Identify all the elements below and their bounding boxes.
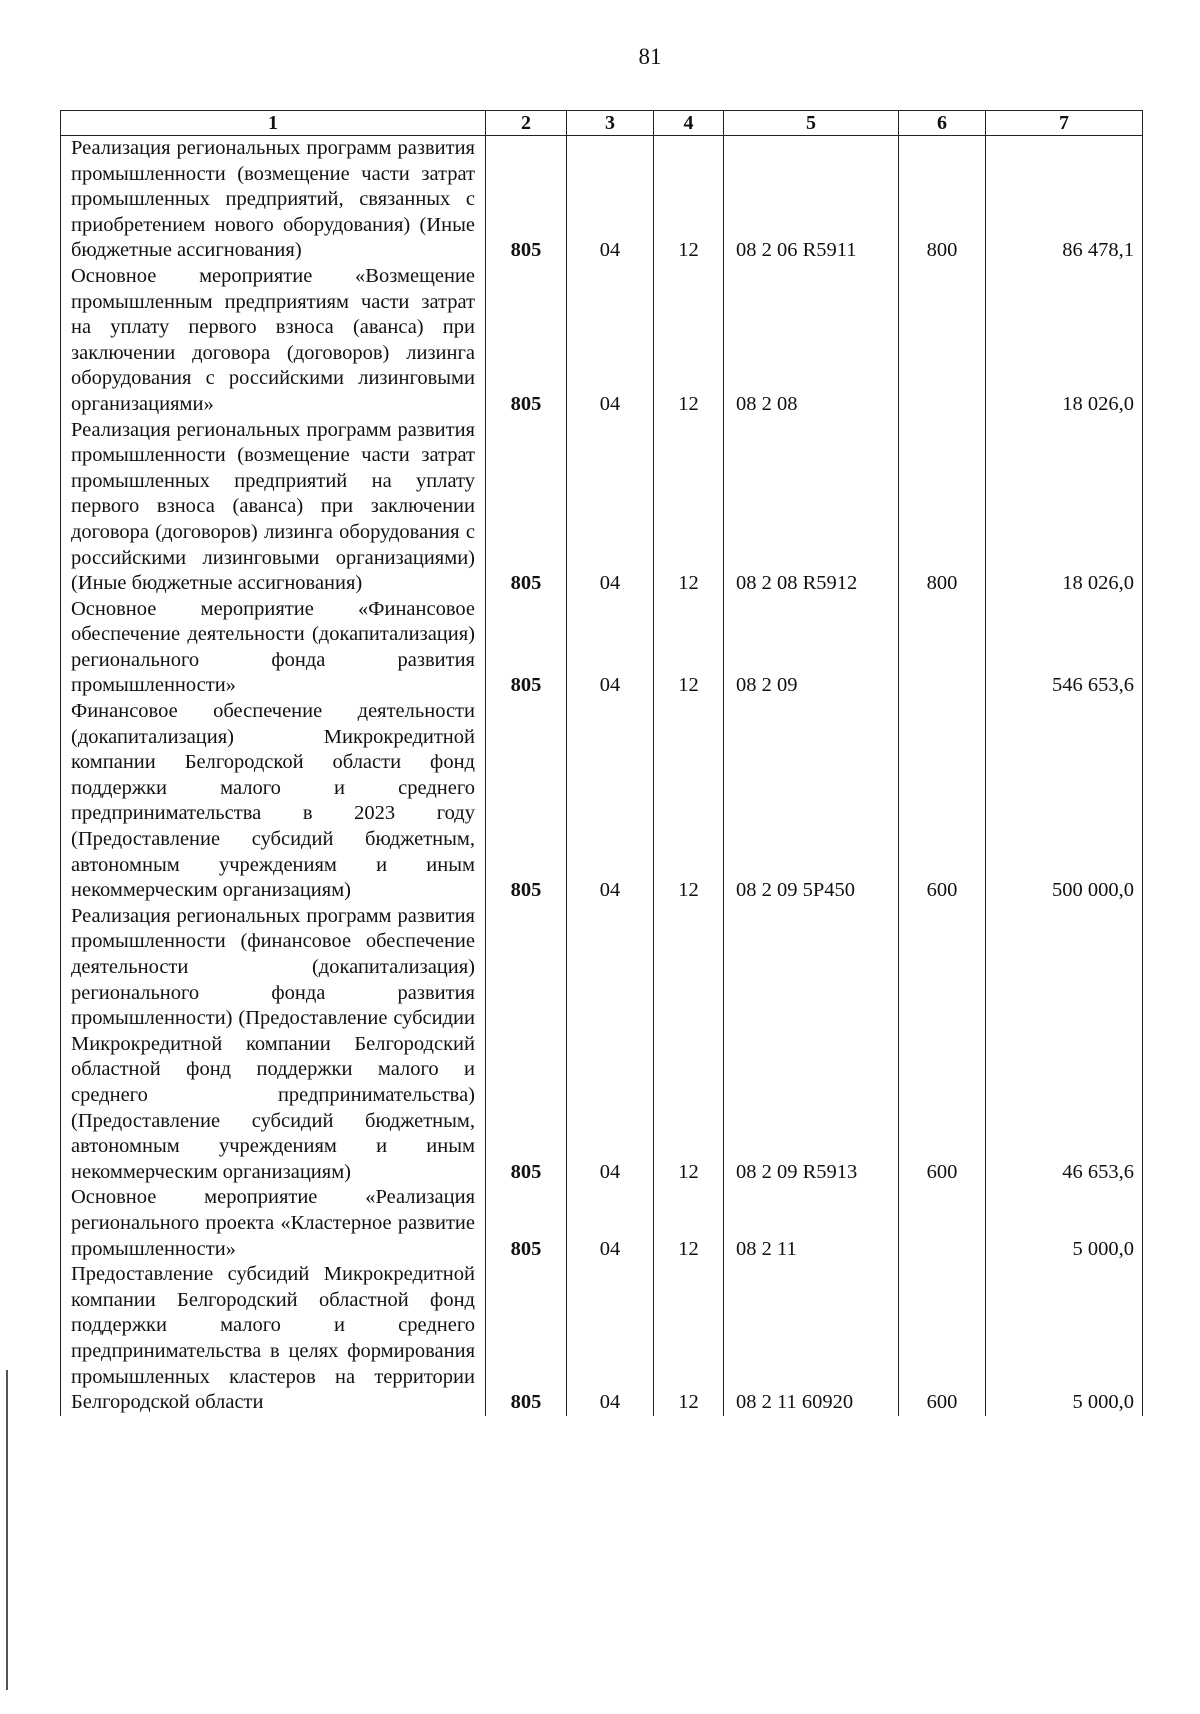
row-ministry-code: 805 xyxy=(486,136,567,264)
row-expense-type xyxy=(899,597,986,699)
column-header-7: 7 xyxy=(986,111,1143,136)
row-target-item: 08 2 06 R5911 xyxy=(724,136,899,264)
row-section-code: 04 xyxy=(567,904,654,1186)
row-subsection-code: 12 xyxy=(654,1262,724,1416)
row-amount: 18 026,0 xyxy=(986,264,1143,418)
row-description: Финансовое обеспечение деятельности (докапитализация) Микрокредитной компании Белгородской области фонд поддержки малого и среднего предпринимательства в 2023 году (Предоставление субсидий бюджетным, автономным учреждениям и иным некоммерческим организациям) xyxy=(61,699,486,904)
budget-table xyxy=(60,110,1143,1416)
column-header-3: 3 xyxy=(567,111,654,136)
row-description: Предоставление субсидий Микрокредитной компании Белгородский областной фонд поддержки малого и среднего предпринимательства в целях формирования промышленных кластеров на территории Белгородской области xyxy=(61,1262,486,1416)
row-amount: 500 000,0 xyxy=(986,699,1143,904)
scan-edge-line xyxy=(6,1370,8,1690)
row-ministry-code: 805 xyxy=(486,1185,567,1262)
table-row xyxy=(61,699,1143,904)
row-section-code: 04 xyxy=(567,264,654,418)
row-amount: 86 478,1 xyxy=(986,136,1143,264)
row-expense-type: 600 xyxy=(899,1262,986,1416)
row-section-code: 04 xyxy=(567,699,654,904)
column-header-1: 1 xyxy=(61,111,486,136)
row-expense-type xyxy=(899,264,986,418)
row-target-item: 08 2 08 xyxy=(724,264,899,418)
row-subsection-code: 12 xyxy=(654,264,724,418)
row-section-code: 04 xyxy=(567,597,654,699)
row-subsection-code: 12 xyxy=(654,1185,724,1262)
column-header-5: 5 xyxy=(724,111,899,136)
row-amount: 5 000,0 xyxy=(986,1185,1143,1262)
row-section-code: 04 xyxy=(567,1262,654,1416)
row-subsection-code: 12 xyxy=(654,597,724,699)
row-expense-type: 800 xyxy=(899,418,986,597)
row-subsection-code: 12 xyxy=(654,699,724,904)
row-amount: 18 026,0 xyxy=(986,418,1143,597)
table-row xyxy=(61,597,1143,699)
row-description: Основное мероприятие «Реализация регионального проекта «Кластерное развитие промышленности» xyxy=(61,1185,486,1262)
row-ministry-code: 805 xyxy=(486,1262,567,1416)
row-amount: 46 653,6 xyxy=(986,904,1143,1186)
row-description: Основное мероприятие «Финансовое обеспечение деятельности (докапитализация) регионального фонда развития промышленности» xyxy=(61,597,486,699)
row-subsection-code: 12 xyxy=(654,136,724,264)
row-target-item: 08 2 09 R5913 xyxy=(724,904,899,1186)
row-expense-type xyxy=(899,1185,986,1262)
row-expense-type: 600 xyxy=(899,904,986,1186)
row-description: Реализация региональных программ развития промышленности (возмещение части затрат промышленных предприятий, связанных с приобретением нового оборудования) (Иные бюджетные ассигнования) xyxy=(61,136,486,264)
table-row xyxy=(61,904,1143,1186)
row-section-code: 04 xyxy=(567,418,654,597)
row-description: Реализация региональных программ развития промышленности (возмещение части затрат промышленных предприятий на уплату первого взноса (аванса) при заключении договора (договоров) лизинга оборудования с российскими лизинговыми организациями) (Иные бюджетные ассигнования) xyxy=(61,418,486,597)
column-header-4: 4 xyxy=(654,111,724,136)
column-header-6: 6 xyxy=(899,111,986,136)
row-description: Реализация региональных программ развития промышленности (финансовое обеспечение деятельности (докапитализация) регионального фонда развития промышленности) (Предоставление субсидии Микрокредитной компании Белгородский областной фонд поддержки малого и среднего предпринимательства) (Предоставление субсидий бюджетным, автономным учреждениям и иным некоммерческим организациям) xyxy=(61,904,486,1186)
row-ministry-code: 805 xyxy=(486,264,567,418)
row-subsection-code: 12 xyxy=(654,418,724,597)
row-ministry-code: 805 xyxy=(486,597,567,699)
row-expense-type: 600 xyxy=(899,699,986,904)
table-row xyxy=(61,1262,1143,1416)
row-expense-type: 800 xyxy=(899,136,986,264)
row-target-item: 08 2 08 R5912 xyxy=(724,418,899,597)
row-ministry-code: 805 xyxy=(486,699,567,904)
row-description: Основное мероприятие «Возмещение промышленным предприятиям части затрат на уплату первого взноса (аванса) при заключении договора (договоров) лизинга оборудования с российскими лизинговыми организациями» xyxy=(61,264,486,418)
row-subsection-code: 12 xyxy=(654,904,724,1186)
table-row xyxy=(61,418,1143,597)
row-amount: 5 000,0 xyxy=(986,1262,1143,1416)
row-section-code: 04 xyxy=(567,1185,654,1262)
row-target-item: 08 2 09 5Р450 xyxy=(724,699,899,904)
row-target-item: 08 2 11 xyxy=(724,1185,899,1262)
page-number: 81 xyxy=(638,44,662,69)
row-target-item: 08 2 11 60920 xyxy=(724,1262,899,1416)
row-target-item: 08 2 09 xyxy=(724,597,899,699)
table-row xyxy=(61,264,1143,418)
row-ministry-code: 805 xyxy=(486,904,567,1186)
row-ministry-code: 805 xyxy=(486,418,567,597)
table-row xyxy=(61,136,1143,264)
row-section-code: 04 xyxy=(567,136,654,264)
table-header-row xyxy=(61,111,1143,136)
row-amount: 546 653,6 xyxy=(986,597,1143,699)
table-row xyxy=(61,1185,1143,1262)
column-header-2: 2 xyxy=(486,111,567,136)
